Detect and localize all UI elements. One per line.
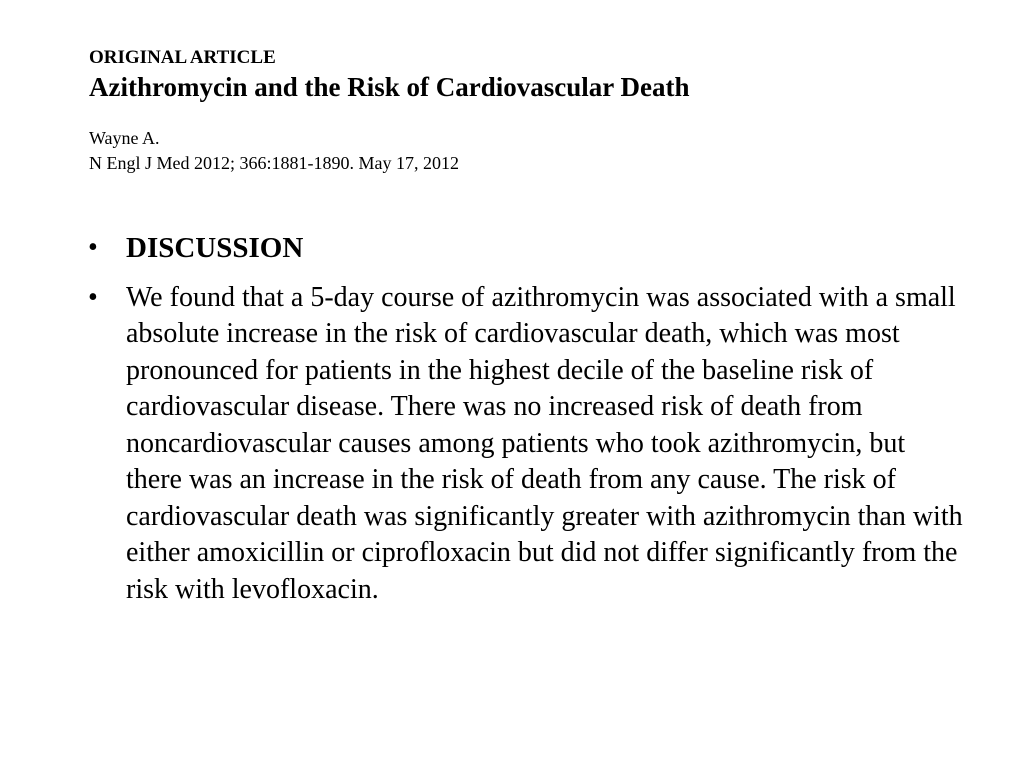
section-heading: DISCUSSION [126, 232, 304, 264]
article-header [89, 46, 989, 176]
bullet-list [88, 230, 968, 620]
bullet-item-body [88, 280, 968, 609]
discussion-text: We found that a 5-day course of azithromycin was associated with a small absolute increase in the risk of cardiovascular death, which was most pronounced for patients in the highest decile of the baseline risk of cardiovascular disease. There was no increased risk of death from noncardiovascular causes among patients who took azithromycin, but there was an increase in the risk of death from any cause. The risk of cardiovascular death was significantly greater with azithromycin than with either amoxicillin or ciprofloxacin but did not differ significantly from the risk with levofloxacin. [126, 281, 963, 605]
article-meta [89, 126, 989, 176]
bullet-item-heading [88, 230, 968, 268]
article-type-label: ORIGINAL ARTICLE [89, 47, 276, 68]
article-title: Azithromycin and the Risk of Cardiovascular Death [89, 72, 690, 102]
bullet-marker: • [88, 232, 98, 263]
article-citation: N Engl J Med 2012; 366:1881-1890. May 17, 2012 [89, 153, 459, 173]
bullet-marker: • [88, 281, 98, 313]
article-author: Wayne A. [89, 128, 160, 148]
